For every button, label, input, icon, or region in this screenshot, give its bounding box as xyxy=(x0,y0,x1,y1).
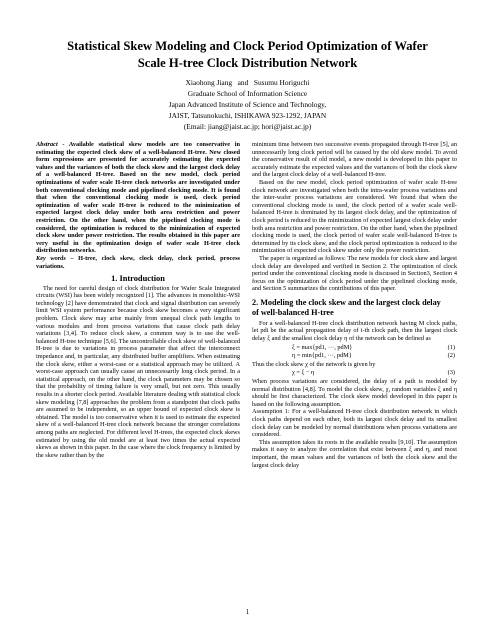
section-1-paragraph-2: Based on the new model, clock period optimization of wafer scale H-tree clock network are investigated when both the intra-wafer process variations and the inter-wafer process variations are considered. We found that when the conventional clocking mode is used, the clock period of a wafer scale well-balanced H-tree is dominated by its largest clock delay, and the optimization of clock period is reduced to the minimization of expected largest clock delay under both area restriction and power restriction. On the other hand, when the pipelined clocking mode is used, the clock period of wafer scale well-balanced H-tree is determined by its clock skew, and the clock period optimization is reduced to the minimization of expected clock skew under only the power restriction. xyxy=(252,178,457,255)
section-1-heading: 1. Introduction xyxy=(111,274,165,284)
section-1-paragraph-1-continued: minimum time between two successive events propagated through H-tree [5], an unnecessarily long clock period will be caused by the old skew model. To avoid the conservative result of old model, a new model is developed in this paper to accurately estimate the expected values and the variances of both the clock skew and the largest clock delay of a well-balanced H-tree. xyxy=(252,141,457,179)
left-column xyxy=(36,141,240,459)
author-block xyxy=(20,77,475,132)
equation-1-body: ξ = max{pd1, ···, pdM} xyxy=(292,343,353,351)
abstract-label: Abstract xyxy=(36,141,58,148)
title-line-1: Statistical Skew Modeling and Clock Period Optimization of Wafer xyxy=(67,39,428,53)
equation-1 xyxy=(252,344,457,352)
section-2-paragraph-1: For a well-balanced H-tree clock distribution network having M clock paths, let pdi be the actual propagation delay of i-th clock path, then the largest clock delay ξ and the smallest clock delay η of the network can be defined as xyxy=(252,319,457,343)
equation-3-number: (3) xyxy=(447,369,455,377)
keywords xyxy=(36,255,240,270)
section-2-heading-line-1: 2. Modeling the clock skew and the largest clock delay xyxy=(252,297,441,307)
assumption-1: Assumption 1: For a well-balanced H-tree clock distribution network in which clock paths depend on each other, both its largest clock delay and its smallest clock delay can be modeled by normal distributions when process variations are considered. xyxy=(252,408,457,439)
paper-title xyxy=(20,38,475,72)
abstract-text: - Available statistical skew models are too conservative in estimating the expected clock skew of a well-balanced H-tree. New closed form expressions are presented for accurately estimating the expected values and the variances of both the clock skew and the largest clock delay of a well-balanced H-tree. Based on the new model, clock period optimizations of wafer scale H-tree clock networks are investigated under both conventional clocking mode and pipelined clocking mode. It is found that when the conventional clocking mode is used, clock period optimization of wafer scale H-tree is reduced to the minimization of expected largest clock delay under both area restriction and power restriction. On the other hand, when the pipelined clocking mode is considered, the optimization is reduced to the minimization of expected clock skew under power restriction. The results obtained in this paper are very useful in the optimization design of wafer scale H-tree clock distribution networks. xyxy=(36,141,240,255)
section-2-paragraph-4: This assumption takes its roots in the available results [9,10]. The assumption makes it easy to analyze the correlation that exist between ξ and η, and most important, the mean values and the variances of both the clock skew and the largest clock delay xyxy=(252,438,457,469)
affiliation-line-1: Graduate School of Information Science xyxy=(187,89,308,98)
equation-2-number: (2) xyxy=(447,352,455,360)
keywords-label: Key words xyxy=(36,254,66,262)
section-2-heading xyxy=(252,298,457,318)
author-names: Xiaohong Jiang and Susumu Horiguchi xyxy=(185,78,310,87)
equation-2-body: η = min{pd1, ···, pdM} xyxy=(292,352,352,360)
section-1-paragraph-3: The paper is organized as follows: The new models for clock skew and largest clock delay are developed and verified in Section 2. The optimization of clock period under the conventional clocking mode is discussed in Section3, Section 4 focus on the optimization of clock period under the pipelined clocking mode, and Section 5 summarizes the contributions of this paper. xyxy=(252,254,457,293)
page-number: 1 xyxy=(245,608,250,616)
equation-2 xyxy=(252,352,457,360)
affiliation-line-2: Japan Advanced Institute of Science and Technology, xyxy=(168,100,327,109)
section-1-paragraph-1: The need for careful design of clock distribution for Wafer Scale Integrated circuits (WSI) has been widely recognized [1]. The advances in monolithic-WSI technology [2] have demonstrated that clock and signal distribution can severely limit WSI system performance because clock skew becomes a very significant problem. Clock skew may arise mainly from unequal clock path lengths to various modules and from process variations that cause clock path delay variations [3,4]. To reduce clock skew, a common way is to use the well-balanced H-tree technique [5,6]. The uncontrollable clock skew of well-balanced H-tree is due to variations in process parameter that affect the interconnect impedance and, in particular, any distributed buffer amplifiers. When estimating the clock skew, either a worst-case or a statistical approach may be utilized. A worst-case approach can usually cause an unnecessarily long clock period. In a statistical approach, on the other hand, the clock parameters may be chosen so that the probability of timing failure is very small, but not zero. This usually results in a shorter clock period. Available literature dealing with statistical clock skew modeling [7,8] approaches the problem from a standpoint that clock paths are assumed to be independent, so an upper bound of expected clock skew is obtained. The model is too conservative when it is used to estimate the expected skew of a well-balanced H-tree clock network because the stronger correlations among paths are neglected. For different level H-trees, the expected clock skews estimated by using the old model are at least two times the actual expected skews as shown in this paper. In the case where the clock frequency is limited by the skew rather than by the xyxy=(36,284,240,459)
right-column xyxy=(252,141,457,469)
section-2-paragraph-2: Thus the clock skew χ of the network is given by xyxy=(252,360,376,368)
keywords-text: – H-tree, clock skew, clock delay, clock period, process variations. xyxy=(36,254,240,270)
title-line-2: Scale H-tree Clock Distribution Network xyxy=(137,56,358,70)
equation-3 xyxy=(252,369,457,377)
abstract xyxy=(36,141,240,255)
section-2-heading-line-2: of well-balanced H-tree xyxy=(252,307,334,317)
section-2-paragraph-3: When process variations are considered, the delay of a path is modeled by normal distribution [4,8]. To model the clock skew, χ, random variables ξ and η should be first characterized. The clock skew model developed in this paper is based on the following assumption. xyxy=(252,378,457,408)
affiliation-line-3: JAIST, Tatsunokuchi, ISHIKAWA 923-1292, JAPAN xyxy=(168,111,327,120)
equation-1-number: (1) xyxy=(447,343,455,351)
equation-3-body: χ = ξ − η xyxy=(292,369,315,377)
author-emails: (Email: jiang@jaist.ac.jp; hori@jaist.ac.jp) xyxy=(183,122,312,131)
